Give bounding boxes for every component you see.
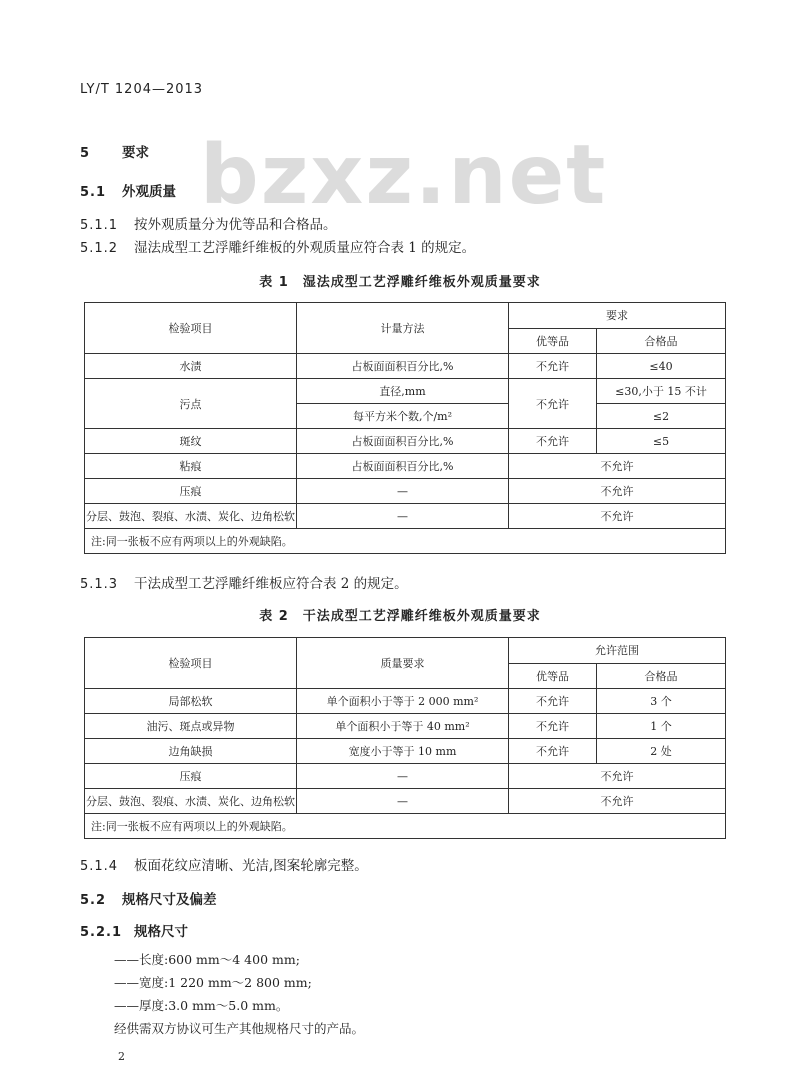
header-requirement: 要求 [509, 303, 726, 329]
cell-method: 宽度小于等于 10 mm [297, 739, 509, 764]
cell-item: 水渍 [85, 354, 297, 379]
table-2 [84, 637, 726, 839]
header-qualified: 合格品 [597, 663, 726, 689]
section-title: 规格尺寸 [134, 924, 188, 940]
cell-method: 每平方米个数,个/m² [297, 404, 509, 429]
cell-premium: 不允许 [509, 739, 597, 764]
cell-premium: 不允许 [509, 429, 597, 454]
table-row [85, 714, 726, 739]
section-number: 5.1 [80, 185, 107, 200]
header-qualified: 合格品 [597, 328, 726, 354]
cell-qualified: ≤5 [597, 429, 726, 454]
clause-5-1-1 [80, 213, 337, 233]
size-note: 经供需双方协议可生产其他规格尺寸的产品。 [114, 1021, 365, 1036]
header-allowed-range: 允许范围 [509, 638, 726, 664]
clause-text: 湿法成型工艺浮雕纤维板的外观质量应符合表 1 的规定。 [134, 240, 476, 256]
table-note: 注:同一张板不应有两项以上的外观缺陷。 [85, 529, 726, 554]
size-length: ——长度:600 mm～4 400 mm; [114, 952, 300, 967]
cell-item: 油污、斑点或异物 [85, 714, 297, 739]
table-1-caption: 表 1 湿法成型工艺浮雕纤维板外观质量要求 [259, 275, 541, 290]
header-method: 质量要求 [297, 638, 509, 689]
clause-text: 板面花纹应清晰、光洁,图案轮廓完整。 [134, 858, 368, 874]
cell-item: 分层、鼓泡、裂痕、水渍、炭化、边角松软 [85, 789, 297, 814]
cell-item: 压痕 [85, 764, 297, 789]
cell-item: 压痕 [85, 479, 297, 504]
clause-number: 5.1.1 [80, 218, 119, 233]
cell-premium: 不允许 [509, 689, 597, 714]
table-row [85, 479, 726, 504]
size-width: ——宽度:1 220 mm～2 800 mm; [114, 975, 312, 990]
cell-method: 单个面积小于等于 40 mm² [297, 714, 509, 739]
section-number: 5.2 [80, 893, 107, 908]
cell-item: 斑纹 [85, 429, 297, 454]
cell-method: — [297, 789, 509, 814]
cell-method: 直径,mm [297, 379, 509, 404]
section-5-2-heading [80, 888, 217, 908]
table-row [85, 764, 726, 789]
clause-number: 5.1.3 [80, 577, 119, 592]
cell-method: 占板面面积百分比,% [297, 429, 509, 454]
cell-qualified: 2 处 [597, 739, 726, 764]
cell-requirement: 不允许 [509, 789, 726, 814]
watermark: bzxz.net [200, 128, 608, 223]
table-row [85, 739, 726, 764]
cell-qualified: 3 个 [597, 689, 726, 714]
table-note: 注:同一张板不应有两项以上的外观缺陷。 [85, 814, 726, 839]
table-row [85, 789, 726, 814]
cell-qualified: ≤30,小于 15 不计 [597, 379, 726, 404]
cell-item: 污点 [85, 379, 297, 429]
cell-method: 单个面积小于等于 2 000 mm² [297, 689, 509, 714]
section-5-2-1-heading [80, 920, 188, 940]
cell-premium: 不允许 [509, 379, 597, 429]
header-item: 检验项目 [85, 303, 297, 354]
cell-qualified: ≤2 [597, 404, 726, 429]
cell-item: 局部松软 [85, 689, 297, 714]
cell-requirement: 不允许 [509, 479, 726, 504]
table-2-caption: 表 2 干法成型工艺浮雕纤维板外观质量要求 [259, 609, 541, 624]
cell-method: — [297, 479, 509, 504]
cell-requirement: 不允许 [509, 764, 726, 789]
size-thickness: ——厚度:3.0 mm～5.0 mm。 [114, 998, 289, 1013]
cell-method: — [297, 504, 509, 529]
clause-5-1-4 [80, 854, 368, 874]
section-title: 规格尺寸及偏差 [122, 892, 217, 908]
table-row [85, 379, 726, 404]
header-premium: 优等品 [509, 663, 597, 689]
clause-number: 5.1.4 [80, 859, 119, 874]
table-row [85, 689, 726, 714]
standard-number: LY/T 1204—2013 [80, 82, 204, 97]
cell-qualified: ≤40 [597, 354, 726, 379]
section-5-1-heading [80, 180, 176, 200]
clause-text: 按外观质量分为优等品和合格品。 [134, 217, 337, 233]
section-title: 要求 [122, 145, 149, 161]
clause-text: 干法成型工艺浮雕纤维板应符合表 2 的规定。 [134, 576, 408, 592]
cell-method: — [297, 764, 509, 789]
page-number: 2 [118, 1050, 125, 1063]
cell-method: 占板面面积百分比,% [297, 454, 509, 479]
cell-qualified: 1 个 [597, 714, 726, 739]
section-number: 5 [80, 146, 91, 161]
table-row [85, 354, 726, 379]
clause-number: 5.1.2 [80, 241, 119, 256]
cell-item: 分层、鼓泡、裂痕、水渍、炭化、边角松软 [85, 504, 297, 529]
cell-item: 粘痕 [85, 454, 297, 479]
cell-premium: 不允许 [509, 714, 597, 739]
table-row [85, 454, 726, 479]
cell-requirement: 不允许 [509, 504, 726, 529]
clause-5-1-3 [80, 572, 408, 592]
cell-requirement: 不允许 [509, 454, 726, 479]
cell-method: 占板面面积百分比,% [297, 354, 509, 379]
header-method: 计量方法 [297, 303, 509, 354]
clause-5-1-2 [80, 236, 475, 256]
section-number: 5.2.1 [80, 925, 123, 940]
table-1 [84, 302, 726, 554]
section-title: 外观质量 [122, 184, 176, 200]
header-premium: 优等品 [509, 328, 597, 354]
table-row [85, 504, 726, 529]
cell-item: 边角缺损 [85, 739, 297, 764]
table-row [85, 429, 726, 454]
header-item: 检验项目 [85, 638, 297, 689]
section-5-heading [80, 141, 149, 161]
cell-premium: 不允许 [509, 354, 597, 379]
